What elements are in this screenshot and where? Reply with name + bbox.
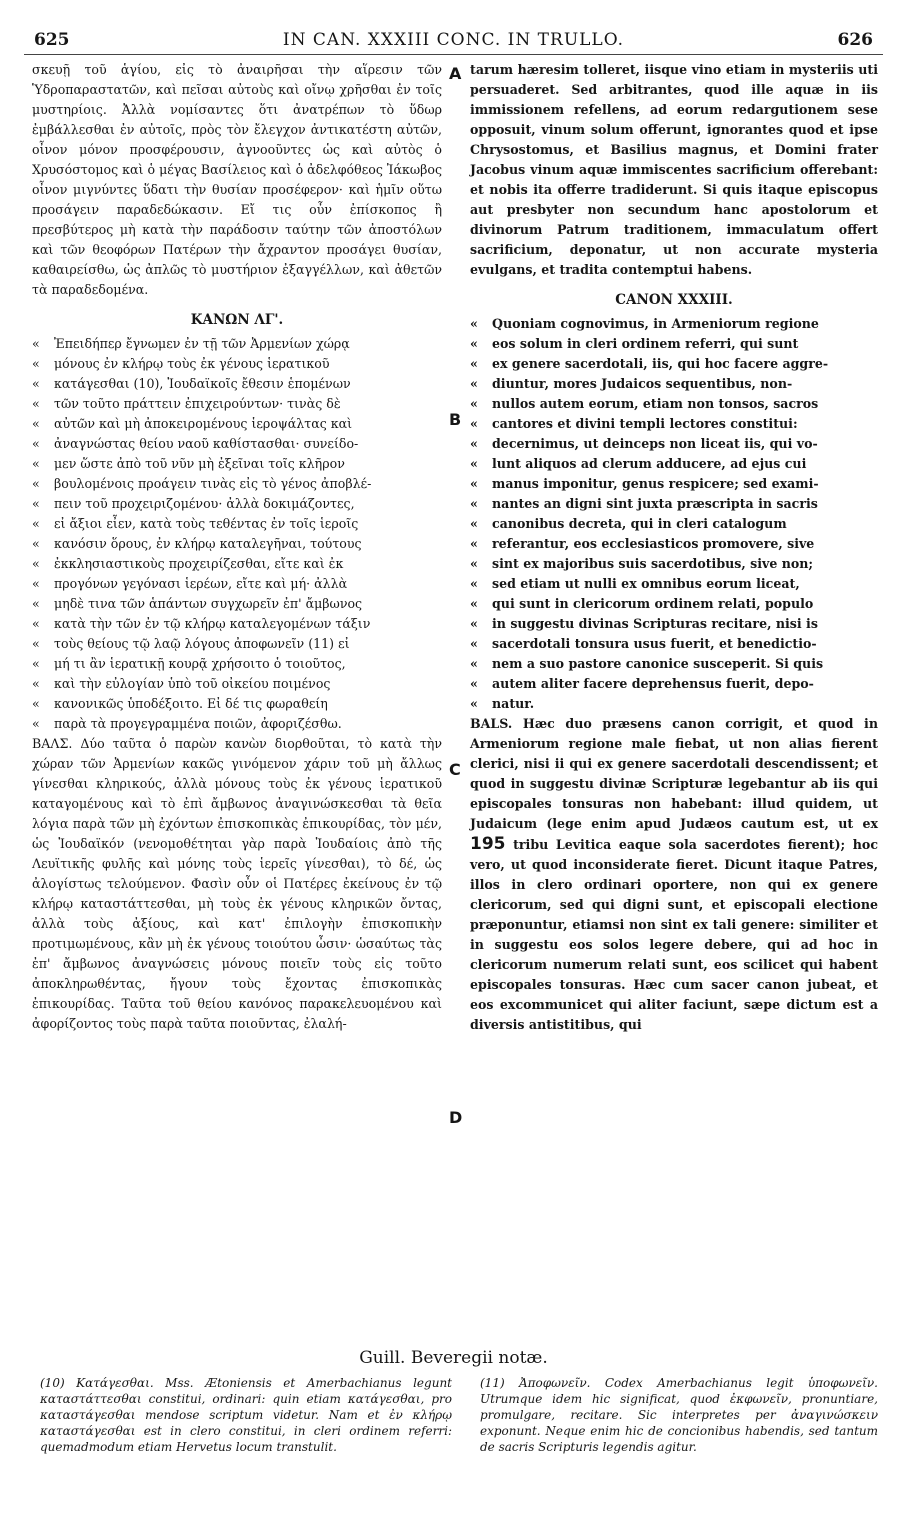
canon-line-text: sacerdotali tonsura usus fuerit, et benedictio- (492, 636, 817, 651)
greek-canon-line (32, 454, 442, 474)
canon-line-text: cantores et divini templi lectores constitui: (492, 416, 798, 431)
latin-canon-line (470, 554, 878, 574)
header-rule (24, 54, 883, 55)
quote-mark: « (470, 536, 478, 551)
greek-canon-line (32, 714, 442, 734)
quote-mark: « (32, 396, 40, 411)
canon-line-text: κανόσιν ὅρους, ἐν κλήρῳ καταλεγῆναι, τούτους (54, 536, 362, 551)
quote-mark: « (470, 676, 478, 691)
latin-canon-line (470, 474, 878, 494)
canon-line-text: μόνους ἐν κλήρῳ τοὺς ἐκ γένους ἱερατικοῦ (54, 356, 330, 371)
greek-canon-line (32, 514, 442, 534)
greek-canon-line (32, 474, 442, 494)
latin-canon-line (470, 434, 878, 454)
greek-canon-line (32, 594, 442, 614)
quote-mark: « (32, 576, 40, 591)
canon-line-text: lunt aliquos ad clerum adducere, ad ejus cui (492, 456, 807, 471)
latin-canon-line (470, 514, 878, 534)
greek-canon-text (32, 334, 442, 734)
greek-column (32, 60, 442, 1034)
canon-line-text: nullos autem eorum, etiam non tonsos, sacros (492, 396, 819, 411)
greek-canon-line (32, 414, 442, 434)
greek-canon-line (32, 434, 442, 454)
quote-mark: « (470, 436, 478, 451)
latin-canon-line (470, 614, 878, 634)
latin-canon-line (470, 634, 878, 654)
quote-mark: « (32, 356, 40, 371)
footnote-10: (10) Κατάγεσθαι. Mss. Ætoniensis et Amerbachianus legunt καταστάττεσθαι constitui, ordinari: quin etiam κατάγεσθαι, pro καταστάγεσθαι mendose scriptum videtur. Nam et ἐν κλήρῳ καταστάγεσθαι est in clero constitui, in cleri ordinem referri: quemadmodum etiam Hervetus locum transtulit. (40, 1376, 452, 1454)
quote-mark: « (32, 656, 40, 671)
canon-line-text: τῶν τοῦτο πράττειν ἐπιχειρούντων· τινὰς δὲ (54, 396, 341, 411)
quote-mark: « (470, 616, 478, 631)
quote-mark: « (32, 596, 40, 611)
greek-canon-line (32, 554, 442, 574)
running-header (20, 30, 887, 56)
canon-line-text: Ἐπειδήπερ ἔγνωμεν ἐν τῇ τῶν Ἀρμενίων χώρᾳ (54, 336, 350, 351)
canon-line-text: τοὺς θείους τῷ λαῷ λόγους ἀποφωνεῖν (11) εἰ (54, 636, 350, 651)
latin-canon-line (470, 374, 878, 394)
canon-line-text: προγόνων γεγόνασι ἱερέων, εἴτε καὶ μή· ἀλλὰ (54, 576, 348, 591)
canon-line-text: κανονικῶς ὑποδέξοιτο. Εἰ δέ τις φωραθείη (54, 696, 328, 711)
greek-canon-line (32, 534, 442, 554)
quote-mark: « (32, 456, 40, 471)
canon-line-text: εἰ ἄξιοι εἶεν, κατὰ τοὺς τεθέντας ἐν τοῖς ἱεροῖς (54, 516, 359, 531)
canon-line-text: μεν ὥστε ἀπὸ τοῦ νῦν μὴ ἐξεῖναι τοῖς κλῆρον (54, 456, 345, 471)
quote-mark: « (32, 696, 40, 711)
canon-line-text: ἐκκλησιαστικοὺς προχειρίζεσθαι, εἴτε καὶ ἐκ (54, 556, 344, 571)
quote-mark: « (32, 536, 40, 551)
canon-line-text: in suggestu divinas Scripturas recitare, nisi is (492, 616, 818, 631)
latin-canon-line (470, 534, 878, 554)
latin-canon-line (470, 594, 878, 614)
quote-mark: « (470, 476, 478, 491)
quote-mark: « (32, 416, 40, 431)
canon-line-text: βουλομένοις προάγειν τινὰς εἰς τὸ γένος ἀποβλέ- (54, 476, 372, 491)
quote-mark: « (32, 496, 40, 511)
greek-canon-line (32, 574, 442, 594)
canon-line-text: καὶ τὴν εὐλογίαν ὑπὸ τοῦ οἰκείου ποιμένος (54, 676, 331, 691)
canon-line-text: canonibus decreta, qui in cleri catalogum (492, 516, 787, 531)
greek-canon-line (32, 394, 442, 414)
greek-canon-line (32, 494, 442, 514)
running-title: IN CAN. XXXIII CONC. IN TRULLO. (282, 30, 625, 50)
canon-line-text: sint ex majoribus suis sacerdotibus, sive non; (492, 556, 814, 571)
quote-mark: « (470, 336, 478, 351)
canon-line-text: nantes an digni sint juxta præscripta in sacris (492, 496, 818, 511)
quote-mark: « (470, 596, 478, 611)
canon-line-text: πειν τοῦ προχειριζομένου· ἀλλὰ δοκιμάζοντες, (54, 496, 355, 511)
quote-mark: « (470, 496, 478, 511)
greek-canon-line (32, 334, 442, 354)
latin-canon-line (470, 354, 878, 374)
greek-canon-line (32, 614, 442, 634)
greek-canon-line (32, 674, 442, 694)
greek-canon-line (32, 654, 442, 674)
latin-canon-title: CANON XXXIII. (615, 292, 733, 308)
quote-mark: « (470, 636, 478, 651)
margin-letter-b: B (449, 410, 462, 429)
latin-column (470, 60, 878, 1035)
quote-mark: « (32, 376, 40, 391)
latin-canon-text (470, 314, 878, 714)
printed-number: 195 (470, 834, 506, 854)
latin-canon-line (470, 334, 878, 354)
quote-mark: « (32, 636, 40, 651)
latin-bals-part-a: BALS. Hæc duo præsens canon corrigit, et quod in Armeniorum regione male fiebat, ut non alias fierent clerici, nisi ii qui ex genere sacerdotali descendissent; et quod in suggestu divinæ Scripturæ legebantur ab iis qui episcopales tonsuras non habebant: illud quidem, ut Judaicum (lege enim apud Judæos cautum est, ut ex (470, 716, 878, 831)
notes-title: Guill. Beveregii notæ. (359, 1348, 548, 1368)
quote-mark: « (470, 376, 478, 391)
greek-canon-line (32, 694, 442, 714)
quote-mark: « (32, 436, 40, 451)
canon-line-text: μηδὲ τινα τῶν ἁπάντων συγχωρεῖν ἐπ' ἄμβωνος (54, 596, 363, 611)
quote-mark: « (470, 456, 478, 471)
quote-mark: « (470, 316, 478, 331)
canon-line-text: natur. (492, 696, 535, 711)
canon-line-text: παρὰ τὰ προγεγραμμένα ποιῶν, ἀφοριζέσθω. (54, 716, 342, 731)
latin-bals-commentary (470, 714, 878, 1035)
canon-line-text: diuntur, mores Judaicos sequentibus, non- (492, 376, 793, 391)
canon-line-text: manus imponitur, genus respicere; sed exami- (492, 476, 819, 491)
latin-canon-line (470, 694, 878, 714)
canon-line-text: nem a suo pastore canonice susceperit. Si quis (492, 656, 824, 671)
canon-line-text: decernimus, ut deinceps non liceat iis, qui vo- (492, 436, 818, 451)
latin-canon-line (470, 394, 878, 414)
latin-canon-line (470, 454, 878, 474)
canon-line-text: ἀναγνώστας θείου ναοῦ καθίστασθαι· συνείδο- (54, 436, 359, 451)
greek-intro-text: σκευῇ τοῦ ἁγίου, εἰς τὸ ἀναιρῆσαι τὴν αἵρεσιν τῶν Ὑδροπαραστατῶν, καὶ πεῖσαι αὐτοὺς καὶ οἴνῳ χρῆσθαι ἐν τοῖς μυστηρίοις. Ἀλλὰ νομίσαντες ὅτι ἀνατρέπων τὸ ὕδωρ ἐμβάλλεσθαι ἐν αὐτοῖς, πρὸς τὸν ἔλεγχον ἀντικατέστη αὐτῶν, οἶνον μόνον προσφέρουσιν, ἀγνοοῦντες ὡς καὶ αὐτὸς ὁ Χρυσόστομος καὶ ὁ μέγας Βασίλειος καὶ ὁ ἀδελφόθεος Ἰάκωβος οἶνον μιγνύντες ὕδατι τὴν θυσίαν προσέφερον· καὶ ἡμῖν οὕτω προσάγειν παραδεδώκασιν. Εἴ τις οὖν ἐπίσκοπος ἢ πρεσβύτερος μὴ κατὰ τὴν παράδοσιν ταύτην τῶν ἀποστόλων καὶ τῶν θεοφόρων Πατέρων τὴν ἄχραντον προσάγει θυσίαν, καθαιρείσθω, ὡς ἀπλῶς τὸ μυστήριον ἐξαγγέλλων, καὶ ἀθετῶν τὰ παραδεδομένα. (32, 62, 443, 297)
quote-mark: « (32, 556, 40, 571)
greek-canon-line (32, 634, 442, 654)
quote-mark: « (470, 656, 478, 671)
quote-mark: « (32, 516, 40, 531)
greek-bals-commentary: ΒΑΛΣ. Δύο ταῦτα ὁ παρὼν κανὼν διορθοῦται, τὸ κατὰ τὴν χώραν τῶν Ἀρμενίων κακῶς γινόμενον χάριν τοῦ μὴ ἄλλως γίνεσθαι κληρικούς, ἀλλὰ μόνους τοὺς ἐκ γένους ἱερατικοῦ καταγομένους καὶ τὸ ἐπὶ ἄμβωνος ἀναγινώσκεσθαι τὰ θεῖα λόγια παρὰ τῶν μὴ ἐχόντων ἐπισκοπικὰς ἐπικουρίδας, τὸν μέν, ὡς Ἰουδαϊκόν (νενομοθέτηται γὰρ παρὰ Ἰουδαίοις ἀπὸ τῆς Λευϊτικῆς φυλῆς καὶ μόνης τοὺς ἱερεῖς γίνεσθαι), τὸ δέ, ὡς ἀλογίστως τελούμενον. Φασὶν οὖν οἱ Πατέρες ἐκείνους ἐν τῷ κλήρῳ καταστάττεσθαι, μὴ τοὺς ἐκ γένους κληρικῶν ὄντας, ἀλλὰ τοὺς ἀξίους, καὶ κατ' ἐπιλογὴν ἐπισκοπικὴν προτιμωμένους, κἂν μὴ ἐκ γένους τοιούτου ὦσιν· ὡσαύτως τὰς ἐπ' ἄμβωνος ἀναγνώσεις μόνους ποιεῖν τοὺς εἰς τοῦτο ἀποκληρωθέντας, ἤγουν τοὺς ἔχοντας ἐπισκοπικὰς ἐπικουρίδας. Ταῦτα τοῦ θείου κανόνος παρακελευομένου καὶ ἀφορίζοντος τοὺς παρὰ ταῦτα ποιοῦντας, ἐλαλή- (32, 736, 442, 1031)
canon-line-text: κατάγεσθαι (10), Ἰουδαϊκοῖς ἔθεσιν ἑπομένων (54, 376, 351, 391)
canon-line-text: Quoniam cognovimus, in Armeniorum regione (492, 316, 819, 331)
margin-letter-d: D (449, 1108, 463, 1127)
canon-line-text: referantur, eos ecclesiasticos promovere, sive (492, 536, 815, 551)
canon-line-text: autem aliter facere deprehensus fuerit, depo- (492, 676, 814, 691)
canon-line-text: ex genere sacerdotali, iis, qui hoc facere aggre- (492, 356, 829, 371)
latin-canon-line (470, 314, 878, 334)
greek-canon-line (32, 354, 442, 374)
quote-mark: « (32, 476, 40, 491)
canon-line-text: qui sunt in clericorum ordinem relati, populo (492, 596, 814, 611)
canon-line-text: μή τι ἂν ἱερατικῇ κουρᾷ χρήσοιτο ὁ τοιοῦτος, (54, 656, 346, 671)
latin-canon-line (470, 494, 878, 514)
greek-canon-title: ΚΑΝΩΝ ΛΓ'. (190, 312, 284, 328)
latin-canon-line (470, 654, 878, 674)
canon-line-text: αὐτῶν καὶ μὴ ἀποκειρομένους ἱεροψάλτας καὶ (54, 416, 353, 431)
latin-intro-text: tarum hæresim tolleret, iisque vino etiam in mysteriis uti persuaderet. Sed arbitrantes, quod ille aquæ in iis immissionem refellens, ad eorum redargutionem sese opposuit, vinum solum offerunt, ignorantes quod et ipse Chrysostomus, et Basilius magnus, et Domini frater Jacobus vinum aquæ immiscentes sacrificium offerebant: et nobis ita offerre tradiderunt. Si quis itaque episcopus aut presbyter non secundum hanc apostolorum et divinorum Patrum traditionem, immaculatum offert sacrificium, deponatur, ut non accurate mysteria evulgans, et tradita contemptui habens. (470, 62, 878, 277)
latin-canon-line (470, 574, 878, 594)
margin-letter-a: A (449, 64, 462, 83)
canon-line-text: sed etiam ut nulli ex omnibus eorum liceat, (492, 576, 800, 591)
margin-letter-c: C (449, 760, 461, 779)
quote-mark: « (32, 716, 40, 731)
quote-mark: « (32, 616, 40, 631)
quote-mark: « (32, 676, 40, 691)
quote-mark: « (470, 516, 478, 531)
quote-mark: « (470, 416, 478, 431)
latin-canon-line (470, 674, 878, 694)
latin-bals-part-b: tribu Levitica eaque sola sacerdotes fierent); hoc vero, ut quod inconsiderate fieret. Dicunt itaque Patres, illos in clero ordinari oportere, non qui ex genere clericorum, sed qui digni sunt, et episcopali electione præponuntur, etiamsi non sint ex tali genere: similiter et in suggestu eos solos legere debere, qui ad hoc in clericorum numerum relati sunt, eos scilicet qui habent episcopales tonsuras. Hæc cum sacer canon jubeat, et eos excommunicet qui aliter faciunt, sæpe dictum est a diversis antistitibus, qui (470, 837, 878, 1032)
quote-mark: « (470, 396, 478, 411)
quote-mark: « (470, 576, 478, 591)
page-number-left: 625 (34, 30, 70, 50)
canon-line-text: κατὰ τὴν τῶν ἐν τῷ κλήρῳ καταλεγομένων τάξιν (54, 616, 371, 631)
quote-mark: « (470, 696, 478, 711)
quote-mark: « (470, 556, 478, 571)
page-number-right: 626 (837, 30, 873, 50)
quote-mark: « (470, 356, 478, 371)
greek-canon-line (32, 374, 442, 394)
latin-canon-line (470, 414, 878, 434)
quote-mark: « (32, 336, 40, 351)
canon-line-text: eos solum in cleri ordinem referri, qui sunt (492, 336, 799, 351)
footnote-11: (11) Ἀποφωνεῖν. Codex Amerbachianus legit ὑποφωνεῖν. Utrumque idem hic significat, quod ἐκφωνεῖν, pronuntiare, promulgare, recitare. Sic interpretes per ἀναγινώσκειν exponunt. Neque enim hic de concionibus habendis, sed tantum de sacris Scripturis legendis agitur. (480, 1376, 878, 1454)
